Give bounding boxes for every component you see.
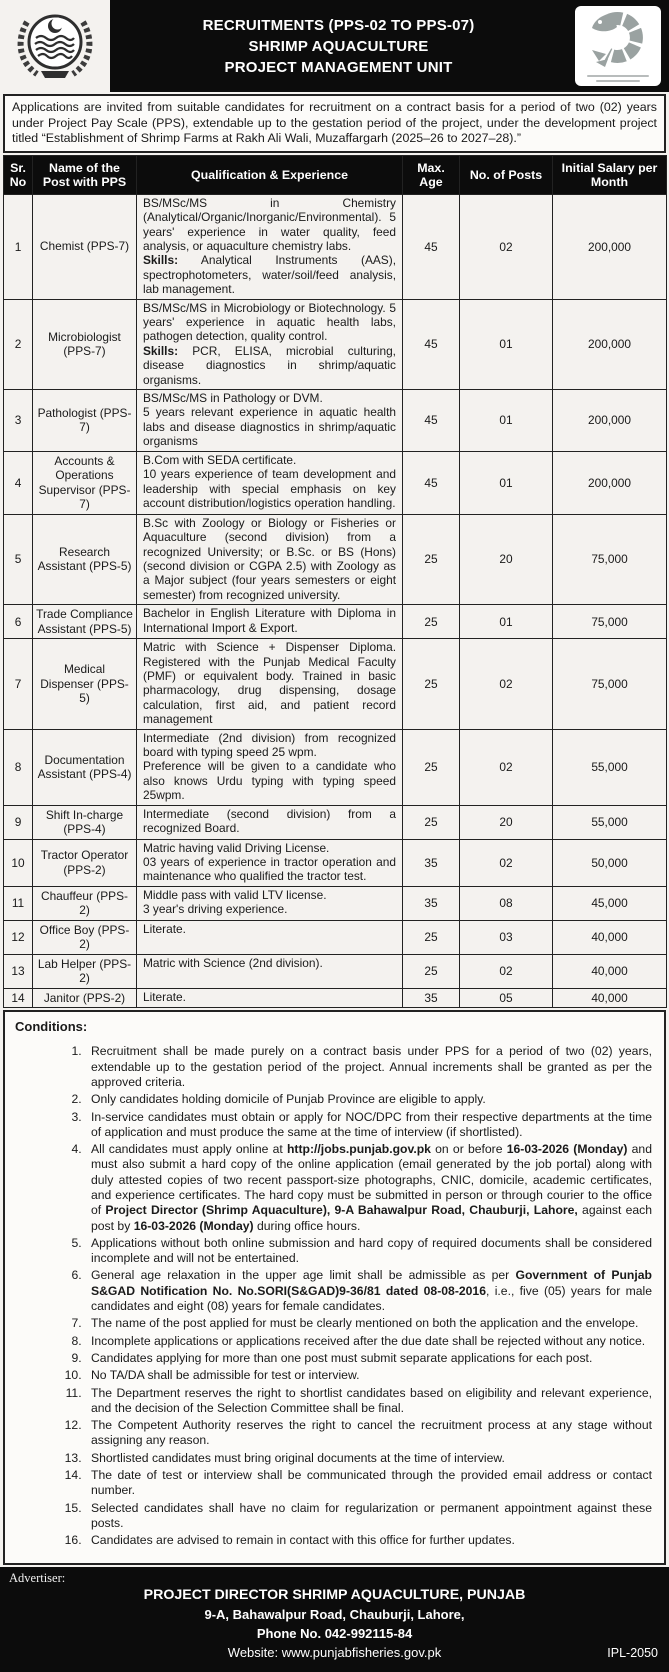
sr-no-cell: 10 xyxy=(4,839,33,886)
header-title-line-2: SHRIMP AQUACULTURE xyxy=(248,37,429,55)
ad-reference-code: IPL-2050 xyxy=(607,1645,658,1660)
sr-no-cell: 3 xyxy=(4,390,33,452)
sr-no-cell: 7 xyxy=(4,639,33,729)
no-of-posts-cell: 03 xyxy=(460,920,553,954)
salary-cell: 75,000 xyxy=(553,605,667,639)
qualification-cell xyxy=(137,514,403,604)
salary-cell: 75,000 xyxy=(553,639,667,729)
condition-item: 1. Recruitment shall be made purely on a contract basis under PPS for a period of two (02) years, extendable up to the gestation period of the project. Annual increments shall be granted as per the approved criteria. xyxy=(85,1044,652,1090)
qualification-line: BS/MSc/MS in Microbiology or Biotechnology. 5 years' experience in aquatic health labs, pathogen detection, quality control. xyxy=(143,300,396,344)
sr-no-cell: 2 xyxy=(4,299,33,389)
condition-item: 10. No TA/DA shall be admissible for test or interview. xyxy=(85,1368,652,1383)
qualification-cell xyxy=(137,639,403,729)
column-header-salary: Initial Salary per Month xyxy=(553,155,667,194)
condition-item: 8. Incomplete applications or applications received after the due date shall be rejected without any notice. xyxy=(85,1334,652,1349)
sr-no-cell: 5 xyxy=(4,514,33,604)
salary-cell: 55,000 xyxy=(553,805,667,839)
condition-item: 16. Candidates are advised to remain in contact with this office for further updates. xyxy=(85,1533,652,1548)
footer-band xyxy=(0,1567,669,1672)
qualification-line: Intermediate (2nd division) from recognized board with typing speed 25 wpm. xyxy=(143,730,396,759)
qualification-cell xyxy=(137,920,403,954)
max-age-cell: 25 xyxy=(403,729,460,805)
qualification-line: 03 years of experience in tractor operation and maintenance who qualified the tractor test. xyxy=(143,855,396,884)
qualification-cell xyxy=(137,390,403,452)
max-age-cell: 45 xyxy=(403,299,460,389)
shrimp-aquaculture-logo xyxy=(575,6,661,86)
salary-cell: 200,000 xyxy=(553,451,667,514)
no-of-posts-cell: 02 xyxy=(460,954,553,988)
table-row xyxy=(4,299,667,389)
max-age-cell: 25 xyxy=(403,514,460,604)
table-row xyxy=(4,954,667,988)
salary-cell: 45,000 xyxy=(553,886,667,920)
no-of-posts-cell: 02 xyxy=(460,839,553,886)
qualification-cell xyxy=(137,805,403,839)
salary-cell: 40,000 xyxy=(553,988,667,1008)
table-row xyxy=(4,605,667,639)
max-age-cell: 25 xyxy=(403,605,460,639)
sr-no-cell: 9 xyxy=(4,805,33,839)
punjab-government-emblem-icon xyxy=(11,2,99,91)
no-of-posts-cell: 20 xyxy=(460,805,553,839)
no-of-posts-cell: 02 xyxy=(460,639,553,729)
column-header-qualification: Qualification & Experience xyxy=(137,155,403,194)
table-row xyxy=(4,886,667,920)
no-of-posts-cell: 02 xyxy=(460,194,553,299)
post-name-cell: Accounts & Operations Supervisor (PPS-7) xyxy=(33,451,137,514)
max-age-cell: 35 xyxy=(403,839,460,886)
salary-cell: 40,000 xyxy=(553,920,667,954)
column-header-post-name: Name of the Post with PPS xyxy=(33,155,137,194)
sr-no-cell: 13 xyxy=(4,954,33,988)
max-age-cell: 35 xyxy=(403,886,460,920)
footer-contact-block xyxy=(0,1571,669,1662)
jobs-table xyxy=(3,155,667,1009)
conditions-heading: Conditions: xyxy=(15,1019,88,1035)
condition-item: 5. Applications without both online submission and hard copy of required documents shall be considered incomplete and will not be entertained. xyxy=(85,1236,652,1267)
no-of-posts-cell: 08 xyxy=(460,886,553,920)
qualification-line: B.Sc with Zoology or Biology or Fisheries or Aquaculture (second division) from a recognized University; or B.Sc. or BS (Hons) (second division or CGPA 2.5) with Zoology as a Major subject (four years semesters or eight semester) from recognized university. xyxy=(143,515,396,602)
qualification-line: 3 year's driving experience. xyxy=(143,902,288,917)
table-row xyxy=(4,451,667,514)
qualification-line: Bachelor in English Literature with Diploma in International Import & Export. xyxy=(143,606,396,635)
logo-caption-bar xyxy=(587,75,649,77)
condition-item: 2. Only candidates holding domicile of Punjab Province are eligible to apply. xyxy=(85,1092,652,1107)
post-name-cell: Documentation Assistant (PPS-4) xyxy=(33,729,137,805)
condition-item: 15. Selected candidates shall have no claim for regularization or permanent appointment against these posts. xyxy=(85,1501,652,1532)
condition-item: 4. All candidates must apply online at http://jobs.punjab.gov.pk on or before 16-03-2026 (Monday) and must also submit a hard copy of the online application (email generated by the job portal) along with duly attested copies of two recent passport-size photographs, CNIC, domicile, academic certificates, and experience certificates. The hard copy must be submitted in person or through courier to the office of Project Director (Shrimp Aquaculture), 9-A Bahawalpur Road, Chauburji, Lahore, against each post by 16-03-2026 (Monday) during office hours. xyxy=(85,1142,652,1234)
advertiser-label: Advertiser: xyxy=(9,1570,66,1585)
salary-cell: 75,000 xyxy=(553,514,667,604)
table-header-row xyxy=(4,155,667,194)
post-name-cell: Medical Dispenser (PPS-5) xyxy=(33,639,137,729)
table-row xyxy=(4,390,667,452)
header-title-line-3: PROJECT MANAGEMENT UNIT xyxy=(224,58,453,76)
no-of-posts-cell: 01 xyxy=(460,451,553,514)
qualification-line: Matric having valid Driving License. xyxy=(143,840,330,855)
qualification-line: 5 years relevant experience in aquatic health labs and disease diagnostics in shrimp/aquatic organisms xyxy=(143,405,396,449)
condition-item: 9. Candidates applying for more than one post must submit separate applications for each post. xyxy=(85,1351,652,1366)
max-age-cell: 45 xyxy=(403,194,460,299)
qualification-cell xyxy=(137,886,403,920)
qualification-line: Middle pass with valid LTV license. xyxy=(143,887,327,902)
no-of-posts-cell: 02 xyxy=(460,729,553,805)
right-logo-cell xyxy=(567,0,669,92)
qualification-cell xyxy=(137,299,403,389)
max-age-cell: 45 xyxy=(403,451,460,514)
no-of-posts-cell: 05 xyxy=(460,988,553,1008)
post-name-cell: Pathologist (PPS-7) xyxy=(33,390,137,452)
post-name-cell: Office Boy (PPS-2) xyxy=(33,920,137,954)
no-of-posts-cell: 01 xyxy=(460,299,553,389)
table-row xyxy=(4,805,667,839)
post-name-cell: Research Assistant (PPS-5) xyxy=(33,514,137,604)
max-age-cell: 25 xyxy=(403,954,460,988)
qualification-line: B.Com with SEDA certificate. xyxy=(143,452,297,467)
qualification-line: Matric with Science (2nd division). xyxy=(143,955,323,970)
table-row xyxy=(4,194,667,299)
sr-no-cell: 11 xyxy=(4,886,33,920)
condition-item: 7. The name of the post applied for must be clearly mentioned on both the application and the envelope. xyxy=(85,1316,652,1331)
no-of-posts-cell: 01 xyxy=(460,605,553,639)
condition-item: 12. The Competent Authority reserves the right to cancel the recruitment process at any stage without assigning any reason. xyxy=(85,1418,652,1449)
qualification-line: Skills: Analytical Instruments (AAS), spectrophotometers, water/soil/feed analysis, lab management. xyxy=(143,253,396,297)
table-row xyxy=(4,514,667,604)
footer-line: 9-A, Bahawalpur Road, Chauburji, Lahore, xyxy=(204,1606,465,1622)
footer-line: Phone No. 042-992115-84 xyxy=(256,1625,413,1641)
conditions-section xyxy=(3,1010,666,1564)
max-age-cell: 35 xyxy=(403,988,460,1008)
salary-cell: 50,000 xyxy=(553,839,667,886)
qualification-line: Literate. xyxy=(143,921,186,936)
header-band xyxy=(0,0,669,92)
footer-line: Website: www.punjabfisheries.gov.pk xyxy=(227,1644,442,1660)
salary-cell: 200,000 xyxy=(553,194,667,299)
column-header-max-age: Max. Age xyxy=(403,155,460,194)
qualification-cell xyxy=(137,605,403,639)
qualification-line: BS/MSc/MS in Chemistry (Analytical/Organic/Inorganic/Environmental). 5 years' experience in water quality, feed analysis, or aquaculture chemistry labs. xyxy=(143,195,396,253)
max-age-cell: 25 xyxy=(403,805,460,839)
sr-no-cell: 14 xyxy=(4,988,33,1008)
left-logo-cell xyxy=(0,0,110,92)
post-name-cell: Trade Compliance Assistant (PPS-5) xyxy=(33,605,137,639)
qualification-cell xyxy=(137,451,403,514)
no-of-posts-cell: 20 xyxy=(460,514,553,604)
table-row xyxy=(4,988,667,1008)
sr-no-cell: 8 xyxy=(4,729,33,805)
qualification-cell xyxy=(137,729,403,805)
table-row xyxy=(4,729,667,805)
header-titles xyxy=(110,0,567,92)
column-header-sr-no: Sr. No xyxy=(4,155,33,194)
condition-item: 13. Shortlisted candidates must bring original documents at the time of interview. xyxy=(85,1451,652,1466)
post-name-cell: Microbiologist (PPS-7) xyxy=(33,299,137,389)
salary-cell: 200,000 xyxy=(553,390,667,452)
qualification-line: Skills: PCR, ELISA, microbial culturing, disease diagnostics in shrimp/aquatic organisms. xyxy=(143,343,396,387)
jobs-table-body xyxy=(4,194,667,1008)
footer-line: PROJECT DIRECTOR SHRIMP AQUACULTURE, PUNJAB xyxy=(143,1586,526,1603)
qualification-line: Matric with Science + Dispenser Diploma. Registered with the Punjab Medical Faculty (PMF) or equivalent body. Trained in basic pharmacology, drug dispensing, dosage calculation, first aid, and patient record management xyxy=(143,640,396,727)
condition-item: 11. The Department reserves the right to shortlist candidates based on eligibility and relevant experience, and the decision of the Selection Committee shall be final. xyxy=(85,1386,652,1417)
salary-cell: 200,000 xyxy=(553,299,667,389)
post-name-cell: Tractor Operator (PPS-2) xyxy=(33,839,137,886)
qualification-line: Literate. xyxy=(143,989,186,1004)
max-age-cell: 25 xyxy=(403,639,460,729)
table-row xyxy=(4,639,667,729)
qualification-cell xyxy=(137,988,403,1008)
qualification-cell xyxy=(137,194,403,299)
no-of-posts-cell: 01 xyxy=(460,390,553,452)
condition-item: 3. In-service candidates must obtain or apply for NOC/DPC from their respective departments at the time of application and must produce the same at the time of interview (if shortlisted). xyxy=(85,1110,652,1141)
condition-item: 14. The date of test or interview shall be communicated through the provided email address or contact number. xyxy=(85,1468,652,1499)
table-row xyxy=(4,920,667,954)
post-name-cell: Janitor (PPS-2) xyxy=(33,988,137,1008)
max-age-cell: 45 xyxy=(403,390,460,452)
logo-caption-bar xyxy=(596,80,640,82)
sr-no-cell: 12 xyxy=(4,920,33,954)
salary-cell: 40,000 xyxy=(553,954,667,988)
shrimp-icon xyxy=(586,10,650,73)
max-age-cell: 25 xyxy=(403,920,460,954)
sr-no-cell: 4 xyxy=(4,451,33,514)
intro-paragraph: Applications are invited from suitable candidates for recruitment on a contract basis for a period of two (02) years under Project Pay Scale (PPS), extendable up to the gestation period of the project, under the development project titled “Establishment of Shrimp Farms at Rakh Ali Wali, Muzaffargarh (2025–26 to 2027–28).” xyxy=(3,94,666,153)
qualification-line: Intermediate (second division) from a recognized Board. xyxy=(143,806,396,835)
qualification-line: 10 years experience of team development and leadership with special emphasis on key account distribution/logistics operation handling. xyxy=(143,467,396,510)
qualification-cell xyxy=(137,839,403,886)
post-name-cell: Chauffeur (PPS-2) xyxy=(33,886,137,920)
qualification-cell xyxy=(137,954,403,988)
qualification-line: BS/MSc/MS in Pathology or DVM. xyxy=(143,391,323,406)
qualification-line: Preference will be given to a candidate who also knows Urdu typing with typing speed 25wpm. xyxy=(143,759,396,803)
conditions-list xyxy=(13,1044,652,1548)
sr-no-cell: 6 xyxy=(4,605,33,639)
post-name-cell: Shift In-charge (PPS-4) xyxy=(33,805,137,839)
post-name-cell: Lab Helper (PPS-2) xyxy=(33,954,137,988)
column-header-no-of-posts: No. of Posts xyxy=(460,155,553,194)
salary-cell: 55,000 xyxy=(553,729,667,805)
condition-item: 6. General age relaxation in the upper age limit shall be admissible as per Government of Punjab S&GAD Notification No. No.SORI(S&GAD)9-36/81 dated 08-08-2016, i.e., five (05) years for male candidates and eight (08) years for female candidates. xyxy=(85,1268,652,1314)
post-name-cell: Chemist (PPS-7) xyxy=(33,194,137,299)
sr-no-cell: 1 xyxy=(4,194,33,299)
header-title-line-1: RECRUITMENTS (PPS-02 TO PPS-07) xyxy=(202,16,475,34)
table-row xyxy=(4,839,667,886)
